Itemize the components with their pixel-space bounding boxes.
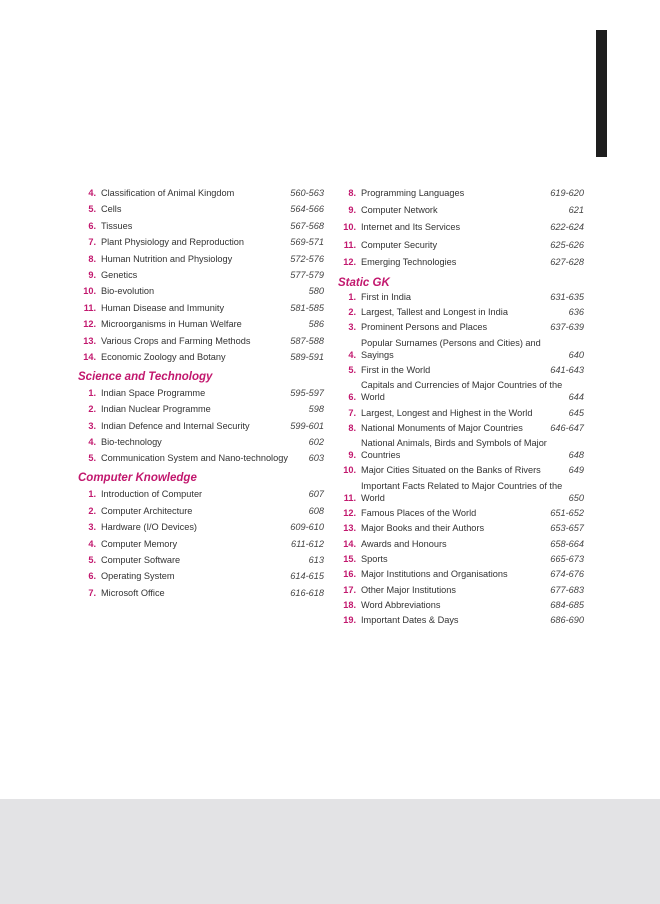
toc-list bbox=[338, 187, 584, 268]
entry-pages: 686-690 bbox=[550, 615, 584, 626]
toc-entry[interactable] bbox=[338, 239, 584, 251]
entry-number: 8. bbox=[348, 422, 356, 433]
entry-pages: 580 bbox=[308, 286, 324, 297]
entry-pages: 658-664 bbox=[550, 538, 584, 549]
entry-number: 5. bbox=[88, 204, 96, 215]
entry-number: 6. bbox=[88, 220, 96, 231]
entry-title: National Monuments of Major Countries bbox=[361, 422, 523, 433]
entry-number: 7. bbox=[348, 407, 356, 418]
entry-number: 9. bbox=[348, 205, 356, 216]
toc-section-science-technology bbox=[78, 370, 324, 465]
entry-number: 2. bbox=[348, 307, 356, 318]
entry-pages: 648 bbox=[568, 450, 584, 461]
entry-title: Communication System and Nano-technology bbox=[101, 453, 288, 464]
entry-pages: 581-585 bbox=[290, 302, 324, 313]
entry-pages: 613 bbox=[308, 555, 324, 566]
toc-entry[interactable] bbox=[338, 584, 584, 596]
entry-number: 5. bbox=[88, 453, 96, 464]
entry-pages: 616-618 bbox=[290, 587, 324, 598]
page-edge-marker bbox=[596, 30, 607, 157]
entry-pages: 611-612 bbox=[290, 538, 324, 549]
entry-number: 11. bbox=[343, 239, 356, 250]
toc-entry[interactable] bbox=[338, 538, 584, 550]
entry-number: 19. bbox=[343, 615, 356, 626]
toc-section-static-gk bbox=[338, 276, 584, 626]
entry-pages: 577-579 bbox=[290, 269, 324, 280]
entry-number: 18. bbox=[343, 599, 356, 610]
entry-number: 2. bbox=[88, 505, 96, 516]
toc-entry[interactable] bbox=[338, 422, 584, 434]
toc-list bbox=[78, 488, 324, 598]
entry-title: Popular Surnames (Persons and Cities) and Sayings bbox=[361, 337, 541, 360]
entry-number: 9. bbox=[88, 269, 96, 280]
toc-entry[interactable] bbox=[78, 302, 324, 314]
toc-entry[interactable] bbox=[78, 269, 324, 281]
entry-title: Genetics bbox=[101, 269, 138, 280]
entry-pages: 608 bbox=[308, 505, 324, 516]
entry-number: 6. bbox=[88, 571, 96, 582]
entry-pages: 598 bbox=[308, 404, 324, 415]
entry-title: Tissues bbox=[101, 220, 133, 231]
entry-pages: 637-639 bbox=[550, 322, 584, 333]
toc-entry[interactable] bbox=[78, 236, 324, 248]
toc-entry[interactable] bbox=[338, 407, 584, 419]
entry-title: Microorganisms in Human Welfare bbox=[101, 319, 242, 330]
entry-title: Indian Nuclear Programme bbox=[101, 404, 211, 415]
toc-entry[interactable] bbox=[78, 403, 324, 415]
entry-title: Other Major Institutions bbox=[361, 584, 456, 595]
entry-pages: 631-635 bbox=[550, 291, 584, 302]
entry-pages: 607 bbox=[308, 489, 324, 500]
entry-number: 14. bbox=[343, 538, 356, 549]
toc-entry[interactable] bbox=[78, 420, 324, 432]
entry-title: Internet and Its Services bbox=[361, 222, 461, 233]
entry-title: Programming Languages bbox=[361, 188, 465, 198]
entry-pages: 609-610 bbox=[290, 522, 324, 533]
section-heading[interactable]: Static GK bbox=[338, 276, 390, 289]
toc-right-column bbox=[338, 187, 584, 629]
toc-entry[interactable] bbox=[78, 335, 324, 347]
entry-title: First in the World bbox=[361, 364, 431, 375]
section-heading[interactable]: Computer Knowledge bbox=[78, 472, 197, 485]
toc-entry[interactable] bbox=[338, 379, 584, 403]
entry-number: 10. bbox=[83, 286, 96, 297]
toc-entry[interactable] bbox=[338, 614, 584, 626]
entry-number: 5. bbox=[348, 364, 356, 375]
toc-entry[interactable] bbox=[78, 452, 324, 464]
toc-entry[interactable] bbox=[338, 568, 584, 580]
entry-number: 3. bbox=[88, 522, 96, 533]
entry-title: Computer Memory bbox=[101, 538, 178, 549]
entry-pages: 627-628 bbox=[550, 256, 584, 267]
toc-entry[interactable] bbox=[338, 187, 584, 199]
entry-pages: 560-563 bbox=[290, 188, 324, 198]
entry-title: First in India bbox=[361, 291, 412, 302]
toc-entry[interactable] bbox=[338, 221, 584, 233]
entry-pages: 569-571 bbox=[290, 237, 324, 248]
entry-title: Operating System bbox=[101, 571, 175, 582]
entry-title: Major Institutions and Organisations bbox=[361, 569, 508, 580]
toc-entry[interactable] bbox=[78, 285, 324, 297]
entry-pages: 602 bbox=[308, 437, 324, 448]
toc-entry[interactable] bbox=[78, 203, 324, 215]
toc-entry[interactable] bbox=[338, 256, 584, 268]
entry-title: Human Nutrition and Physiology bbox=[101, 253, 233, 264]
entry-pages: 587-588 bbox=[290, 335, 324, 346]
entry-title: Introduction of Computer bbox=[101, 489, 203, 500]
entry-number: 8. bbox=[348, 188, 356, 198]
entry-number: 4. bbox=[88, 538, 96, 549]
toc-entry[interactable] bbox=[78, 253, 324, 265]
entry-title: Bio-technology bbox=[101, 437, 162, 448]
entry-pages: 586 bbox=[308, 319, 324, 330]
toc-entry[interactable] bbox=[338, 599, 584, 611]
entry-number: 7. bbox=[88, 237, 96, 248]
entry-number: 1. bbox=[88, 489, 96, 500]
entry-title: Capitals and Currencies of Major Countries of the World bbox=[361, 380, 563, 403]
toc-entry[interactable] bbox=[78, 220, 324, 232]
entry-pages: 625-626 bbox=[550, 239, 584, 250]
entry-pages: 646-647 bbox=[550, 422, 584, 433]
toc-list bbox=[338, 291, 584, 626]
entry-number: 16. bbox=[343, 569, 356, 580]
toc-entry[interactable] bbox=[338, 553, 584, 565]
entry-number: 8. bbox=[88, 253, 96, 264]
entry-title: Largest, Tallest and Longest in India bbox=[361, 307, 508, 318]
entry-number: 14. bbox=[83, 351, 96, 362]
entry-number: 5. bbox=[88, 555, 96, 566]
entry-pages: 622-624 bbox=[550, 222, 584, 233]
entry-pages: 564-566 bbox=[290, 204, 324, 215]
entry-title: Cells bbox=[101, 204, 122, 215]
entry-title: Sports bbox=[361, 553, 388, 564]
entry-number: 1. bbox=[88, 387, 96, 398]
entry-title: Classification of Animal Kingdom bbox=[101, 188, 235, 198]
entry-number: 10. bbox=[343, 465, 356, 476]
toc-entry[interactable] bbox=[78, 387, 324, 399]
entry-number: 9. bbox=[348, 450, 356, 461]
toc-entry[interactable] bbox=[78, 318, 324, 330]
toc-entry[interactable] bbox=[338, 507, 584, 519]
entry-number: 15. bbox=[343, 553, 356, 564]
entry-number: 4. bbox=[88, 188, 96, 198]
entry-title: Famous Places of the World bbox=[361, 508, 477, 519]
toc-list bbox=[78, 187, 324, 363]
entry-number: 12. bbox=[343, 508, 356, 519]
toc-entry[interactable] bbox=[338, 337, 584, 361]
entry-pages: 572-576 bbox=[290, 253, 324, 264]
toc-entry[interactable] bbox=[78, 521, 324, 533]
entry-number: 13. bbox=[343, 523, 356, 534]
entry-pages: 653-657 bbox=[550, 523, 584, 534]
entry-pages: 684-685 bbox=[550, 599, 584, 610]
toc-entry[interactable] bbox=[338, 364, 584, 376]
toc-section-biology-continued bbox=[78, 187, 324, 363]
entry-number: 13. bbox=[83, 335, 96, 346]
entry-pages: 665-673 bbox=[550, 553, 584, 564]
entry-title: Major Cities Situated on the Banks of Rivers bbox=[361, 465, 541, 476]
entry-number: 4. bbox=[348, 349, 356, 360]
entry-pages: 619-620 bbox=[550, 188, 584, 198]
entry-pages: 621 bbox=[568, 205, 584, 216]
entry-title: Bio-evolution bbox=[101, 286, 155, 297]
entry-title: National Animals, Birds and Symbols of Major Countries bbox=[361, 438, 547, 461]
toc-entry[interactable] bbox=[78, 505, 324, 517]
entry-pages: 603 bbox=[308, 453, 324, 464]
entry-title: Computer Network bbox=[361, 205, 438, 216]
entry-number: 2. bbox=[88, 404, 96, 415]
toc-section-computer-knowledge bbox=[78, 471, 324, 598]
entry-title: Computer Architecture bbox=[101, 505, 193, 516]
entry-pages: 649 bbox=[568, 465, 584, 476]
entry-title: Important Dates & Days bbox=[361, 615, 459, 626]
entry-pages: 640 bbox=[568, 349, 584, 360]
toc-entry[interactable] bbox=[78, 488, 324, 500]
entry-number: 12. bbox=[83, 319, 96, 330]
entry-pages: 599-601 bbox=[290, 420, 324, 431]
toc-entry[interactable] bbox=[78, 187, 324, 199]
entry-number: 11. bbox=[343, 492, 356, 503]
entry-title: Indian Defence and Internal Security bbox=[101, 420, 250, 431]
toc-entry[interactable] bbox=[78, 538, 324, 550]
toc-entry[interactable] bbox=[338, 306, 584, 318]
entry-number: 7. bbox=[88, 587, 96, 598]
toc-left-column bbox=[78, 187, 324, 603]
toc-list bbox=[78, 387, 324, 465]
entry-pages: 636 bbox=[568, 307, 584, 318]
entry-number: 17. bbox=[343, 584, 356, 595]
toc-entry[interactable] bbox=[338, 291, 584, 303]
entry-pages: 651-652 bbox=[550, 508, 584, 519]
entry-title: Computer Security bbox=[361, 239, 438, 250]
toc-entry[interactable] bbox=[338, 522, 584, 534]
entry-number: 10. bbox=[343, 222, 356, 233]
entry-title: Hardware (I/O Devices) bbox=[101, 522, 197, 533]
entry-title: Prominent Persons and Places bbox=[361, 322, 488, 333]
entry-title: Economic Zoology and Botany bbox=[101, 351, 226, 362]
entry-title: Largest, Longest and Highest in the World bbox=[361, 407, 533, 418]
toc-entry[interactable] bbox=[338, 321, 584, 333]
entry-number: 3. bbox=[348, 322, 356, 333]
entry-title: Indian Space Programme bbox=[101, 387, 206, 398]
entry-pages: 595-597 bbox=[290, 387, 324, 398]
entry-pages: 645 bbox=[568, 407, 584, 418]
entry-pages: 650 bbox=[568, 492, 584, 503]
entry-pages: 641-643 bbox=[550, 364, 584, 375]
toc-entry[interactable] bbox=[338, 480, 584, 504]
toc-entry[interactable] bbox=[338, 437, 584, 461]
entry-title: Microsoft Office bbox=[101, 587, 165, 598]
entry-pages: 674-676 bbox=[550, 569, 584, 580]
entry-title: Word Abbreviations bbox=[361, 599, 441, 610]
entry-title: Plant Physiology and Reproduction bbox=[101, 237, 245, 248]
toc-section-computer-continued bbox=[338, 187, 584, 268]
entry-title: Emerging Technologies bbox=[361, 256, 457, 267]
toc-entry[interactable] bbox=[78, 351, 324, 363]
entry-number: 12. bbox=[343, 256, 356, 267]
entry-number: 3. bbox=[88, 420, 96, 431]
entry-title: Awards and Honours bbox=[361, 538, 447, 549]
entry-number: 1. bbox=[348, 291, 356, 302]
toc-entry[interactable] bbox=[338, 464, 584, 476]
entry-pages: 567-568 bbox=[290, 220, 324, 231]
toc-entry[interactable] bbox=[78, 570, 324, 582]
toc-entry[interactable] bbox=[78, 436, 324, 448]
entry-pages: 589-591 bbox=[290, 351, 324, 362]
entry-number: 11. bbox=[83, 302, 96, 313]
entry-pages: 614-615 bbox=[290, 571, 324, 582]
entry-number: 4. bbox=[88, 437, 96, 448]
entry-title: Computer Software bbox=[101, 555, 181, 566]
entry-title: Various Crops and Farming Methods bbox=[101, 335, 251, 346]
entry-title: Human Disease and Immunity bbox=[101, 302, 225, 313]
entry-title: Major Books and their Authors bbox=[361, 523, 485, 534]
footer-band bbox=[0, 799, 660, 904]
entry-title: Important Facts Related to Major Countries of the World bbox=[361, 480, 563, 503]
toc-entry[interactable] bbox=[78, 587, 324, 599]
section-heading[interactable]: Science and Technology bbox=[78, 370, 213, 383]
entry-pages: 677-683 bbox=[550, 584, 584, 595]
entry-number: 6. bbox=[348, 392, 356, 403]
entry-pages: 644 bbox=[568, 392, 584, 403]
toc-entry[interactable] bbox=[78, 554, 324, 566]
toc-entry[interactable] bbox=[338, 204, 584, 216]
